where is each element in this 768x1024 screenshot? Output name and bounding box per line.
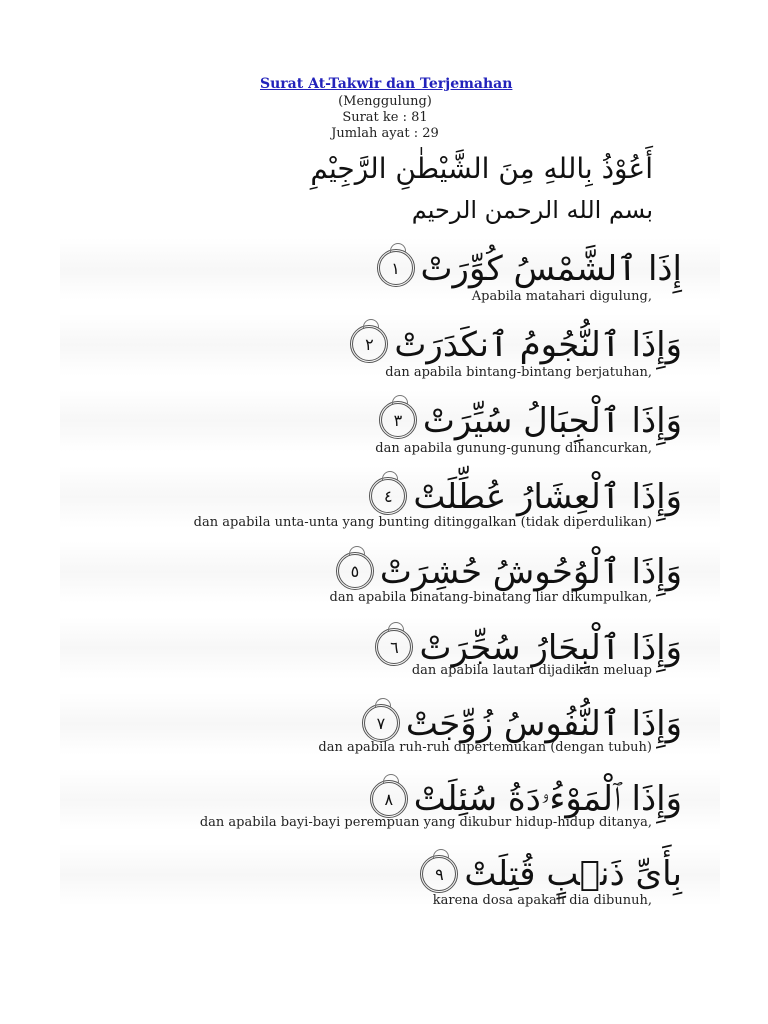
verse-number-marker-icon: ٧	[362, 704, 400, 742]
verse-arabic	[377, 240, 682, 296]
verse-count: Jumlah ayat : 29	[331, 126, 439, 141]
verse-arabic-text: وَإِذَا ٱلْبِحَارُ سُجِّرَتْ	[419, 627, 682, 668]
verse-arabic-text: إِذَا ٱلشَّمْسُ كُوِّرَتْ	[420, 248, 682, 289]
verse-arabic-text: وَإِذَا ٱلنُّفُوسُ زُوِّجَتْ	[405, 703, 682, 744]
verse-arabic-text: وَإِذَا ٱلنُّجُومُ ٱنكَدَرَتْ	[394, 324, 682, 365]
verse-translation: dan apabila lautan dijadikan meluap	[411, 663, 652, 678]
verse-number-marker-icon: ٥	[336, 552, 374, 590]
verse-translation: karena dosa apakah dia dibunuh,	[432, 893, 652, 908]
verse-number-marker-icon: ٩	[420, 855, 458, 893]
document-title-link[interactable]: Surat At-Takwir dan Terjemahan	[260, 76, 513, 92]
verse-number-marker-icon: ٨	[370, 780, 408, 818]
verse-number-marker-icon: ٢	[350, 325, 388, 363]
surah-number: Surat ke : 81	[342, 110, 428, 125]
surah-meaning: (Menggulung)	[338, 94, 432, 109]
verse-arabic	[379, 392, 682, 448]
verse-number-marker-icon: ٤	[369, 477, 407, 515]
verse-number-marker-icon: ٦	[375, 628, 413, 666]
verse-translation: dan apabila unta-unta yang bunting ditinggalkan (tidak diperdulikan)	[193, 515, 652, 530]
verse-arabic-text: بِأَىِّ ذَنۢبٍ قُتِلَتْ	[464, 854, 682, 894]
verse-arabic	[350, 316, 682, 372]
verse-translation: dan apabila ruh-ruh dipertemukan (dengan tubuh)	[318, 740, 652, 755]
verse-arabic-text: وَإِذَا ٱلْجِبَالُ سُيِّرَتْ	[422, 400, 682, 441]
basmala: بسم الله الرحمن الرحيم	[411, 196, 653, 224]
verse-translation: dan apabila gunung-gunung dihancurkan,	[375, 441, 652, 456]
verse-translation: dan apabila bayi-bayi perempuan yang dikubur hidup-hidup ditanya,	[199, 815, 652, 830]
verse-number-marker-icon: ٣	[379, 401, 417, 439]
verse-arabic-text: وَإِذَا ٱلْمَوْءُۥدَةُ سُئِلَتْ	[413, 779, 682, 819]
verse-number-marker-icon: ١	[377, 249, 415, 287]
verse-arabic-text: وَإِذَا ٱلْعِشَارُ عُطِّلَتْ	[413, 476, 682, 517]
verse-translation: dan apabila bintang-bintang berjatuhan,	[385, 365, 652, 380]
taawudh: أَعُوْذُ بِاللهِ مِنَ الشَّيْطٰنِ الرَّجِيْمِ	[310, 152, 653, 185]
verse-translation: Apabila matahari digulung,	[471, 289, 652, 304]
verse-translation: dan apabila binatang-binatang liar dikumpulkan,	[329, 590, 652, 605]
verse-arabic-text: وَإِذَا ٱلْوُحُوشُ حُشِرَتْ	[379, 551, 682, 592]
